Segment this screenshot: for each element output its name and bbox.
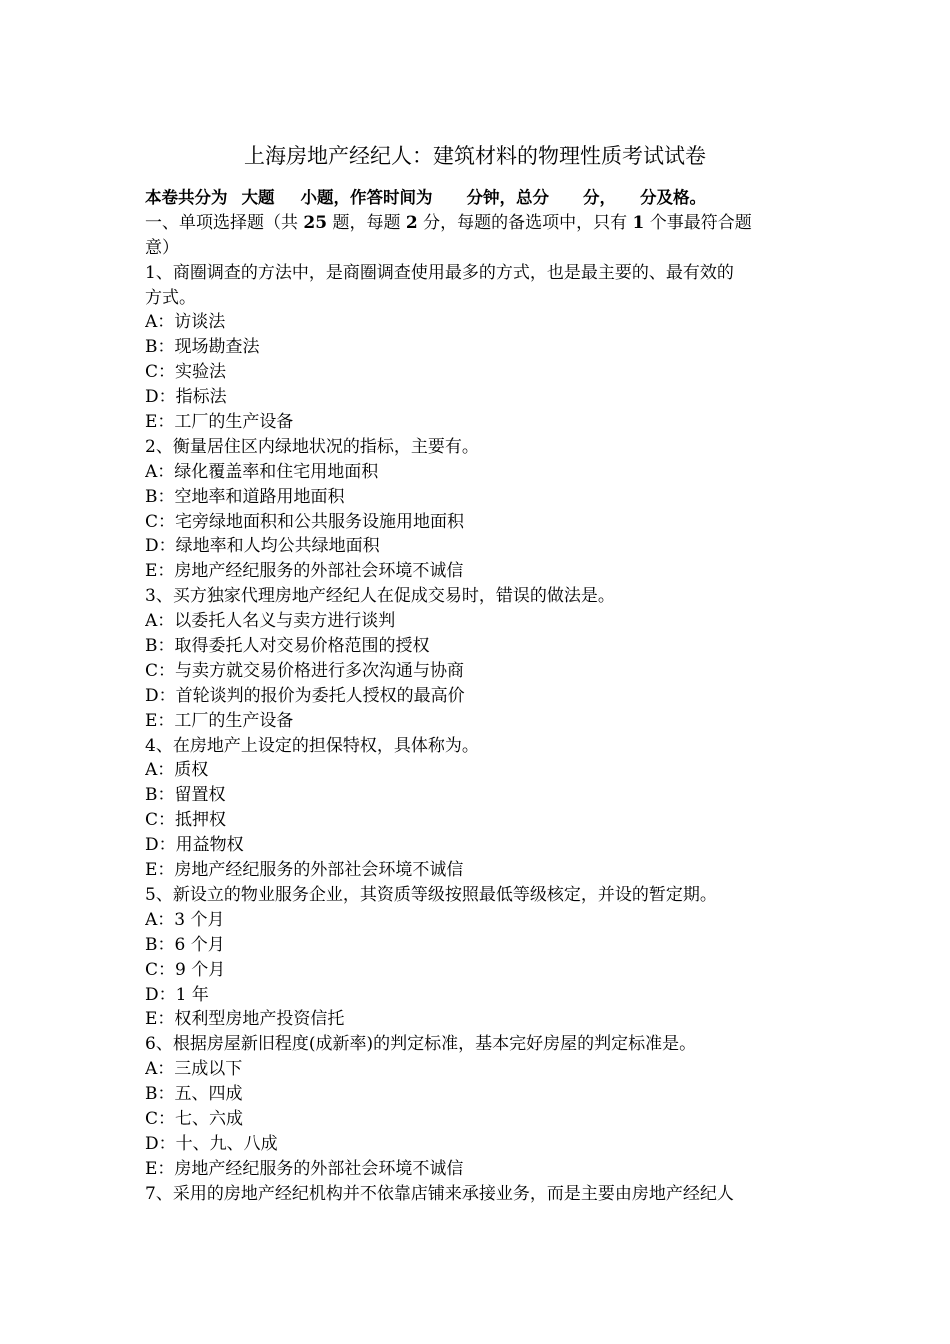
answer-option: B：现场勘查法	[145, 337, 260, 358]
answer-option: D：1 年	[145, 984, 209, 1005]
document-body	[145, 186, 813, 1207]
question-block	[145, 1182, 813, 1207]
question-stem: 7、采用的房地产经纪机构并不依靠店铺来承接业务，而是主要由房地产经纪人	[145, 1183, 734, 1204]
question-block	[145, 734, 813, 883]
answer-option: E：工厂的生产设备	[145, 710, 294, 731]
section-heading	[145, 211, 813, 236]
answer-option: E：房地产经纪服务的外部社会环境不诚信	[145, 1158, 464, 1179]
question-stem: 3、买方独家代理房地产经纪人在促成交易时，错误的做法是。	[145, 586, 615, 607]
section-heading-text: 分，每题的备选项中，只有	[417, 212, 633, 233]
question-block	[145, 261, 813, 435]
question-block	[145, 435, 813, 584]
answer-option: E：权利型房地产投资信托	[145, 1009, 345, 1030]
answer-option: A：访谈法	[145, 312, 226, 333]
meta-part-5: 分，	[583, 188, 616, 207]
question-list	[145, 261, 813, 1207]
answer-option: C：七、六成	[145, 1108, 244, 1129]
answer-count: 1	[632, 212, 645, 233]
answer-option: B：空地率和道路用地面积	[145, 486, 345, 507]
answer-option: E：房地产经纪服务的外部社会环境不诚信	[145, 561, 464, 582]
section-heading-continuation: 意）	[145, 237, 179, 258]
question-stem: 5、新设立的物业服务企业，其资质等级按照最低等级核定，并设的暂定期。	[145, 884, 717, 905]
meta-part-3: 小题，作答时间为	[300, 188, 433, 207]
answer-option: B：取得委托人对交易价格范围的授权	[145, 636, 430, 657]
answer-option: B：留置权	[145, 785, 226, 806]
section-heading-text: 一、单项选择题（共	[145, 212, 304, 233]
question-block	[145, 584, 813, 733]
question-stem: 2、衡量居住区内绿地状况的指标，主要有。	[145, 436, 479, 457]
answer-option: D：首轮谈判的报价为委托人授权的最高价	[145, 685, 465, 706]
answer-option: C：与卖方就交易价格进行多次沟通与协商	[145, 660, 465, 681]
meta-part-2: 大题	[241, 188, 275, 207]
section-heading-text: 个事最符合题	[644, 212, 752, 233]
answer-option: C：宅旁绿地面积和公共服务设施用地面积	[145, 511, 465, 532]
question-stem: 6、根据房屋新旧程度(成新率)的判定标准，基本完好房屋的判定标准是。	[145, 1034, 697, 1055]
answer-option: A：三成以下	[145, 1059, 243, 1080]
answer-option: C：实验法	[145, 362, 227, 383]
answer-option: A：绿化覆盖率和住宅用地面积	[145, 461, 379, 482]
question-block	[145, 1032, 813, 1181]
question-stem: 方式。	[145, 287, 196, 308]
answer-option: B：五、四成	[145, 1084, 243, 1105]
question-stem: 4、在房地产上设定的担保特权，具体称为。	[145, 735, 479, 756]
meta-part-4: 分钟，总分	[466, 188, 549, 207]
answer-option: C：9 个月	[145, 959, 226, 980]
answer-option: D：用益物权	[145, 835, 244, 856]
question-stem: 1、商圈调查的方法中，是商圈调查使用最多的方式，也是最主要的、最有效的	[145, 262, 734, 283]
meta-part-1: 本卷共分为	[145, 188, 228, 207]
answer-option: D：十、九、八成	[145, 1133, 278, 1154]
answer-option: D：绿地率和人均公共绿地面积	[145, 536, 380, 557]
answer-option: E：工厂的生产设备	[145, 412, 294, 433]
answer-option: A：3 个月	[145, 909, 225, 930]
question-score: 2	[405, 212, 418, 233]
question-block	[145, 883, 813, 1032]
answer-option: E：房地产经纪服务的外部社会环境不诚信	[145, 860, 464, 881]
answer-option: C：抵押权	[145, 810, 227, 831]
answer-option: A：质权	[145, 760, 209, 781]
answer-option: A：以委托人名义与卖方进行谈判	[145, 611, 396, 632]
document-title: 上海房地产经纪人：建筑材料的物理性质考试试卷	[244, 144, 706, 168]
answer-option: D：指标法	[145, 387, 227, 408]
meta-part-6: 分及格。	[640, 188, 706, 207]
answer-option: B：6 个月	[145, 934, 225, 955]
question-count: 25	[303, 212, 328, 233]
exam-meta-line	[145, 186, 813, 211]
section-heading-text: 题，每题	[327, 212, 406, 233]
